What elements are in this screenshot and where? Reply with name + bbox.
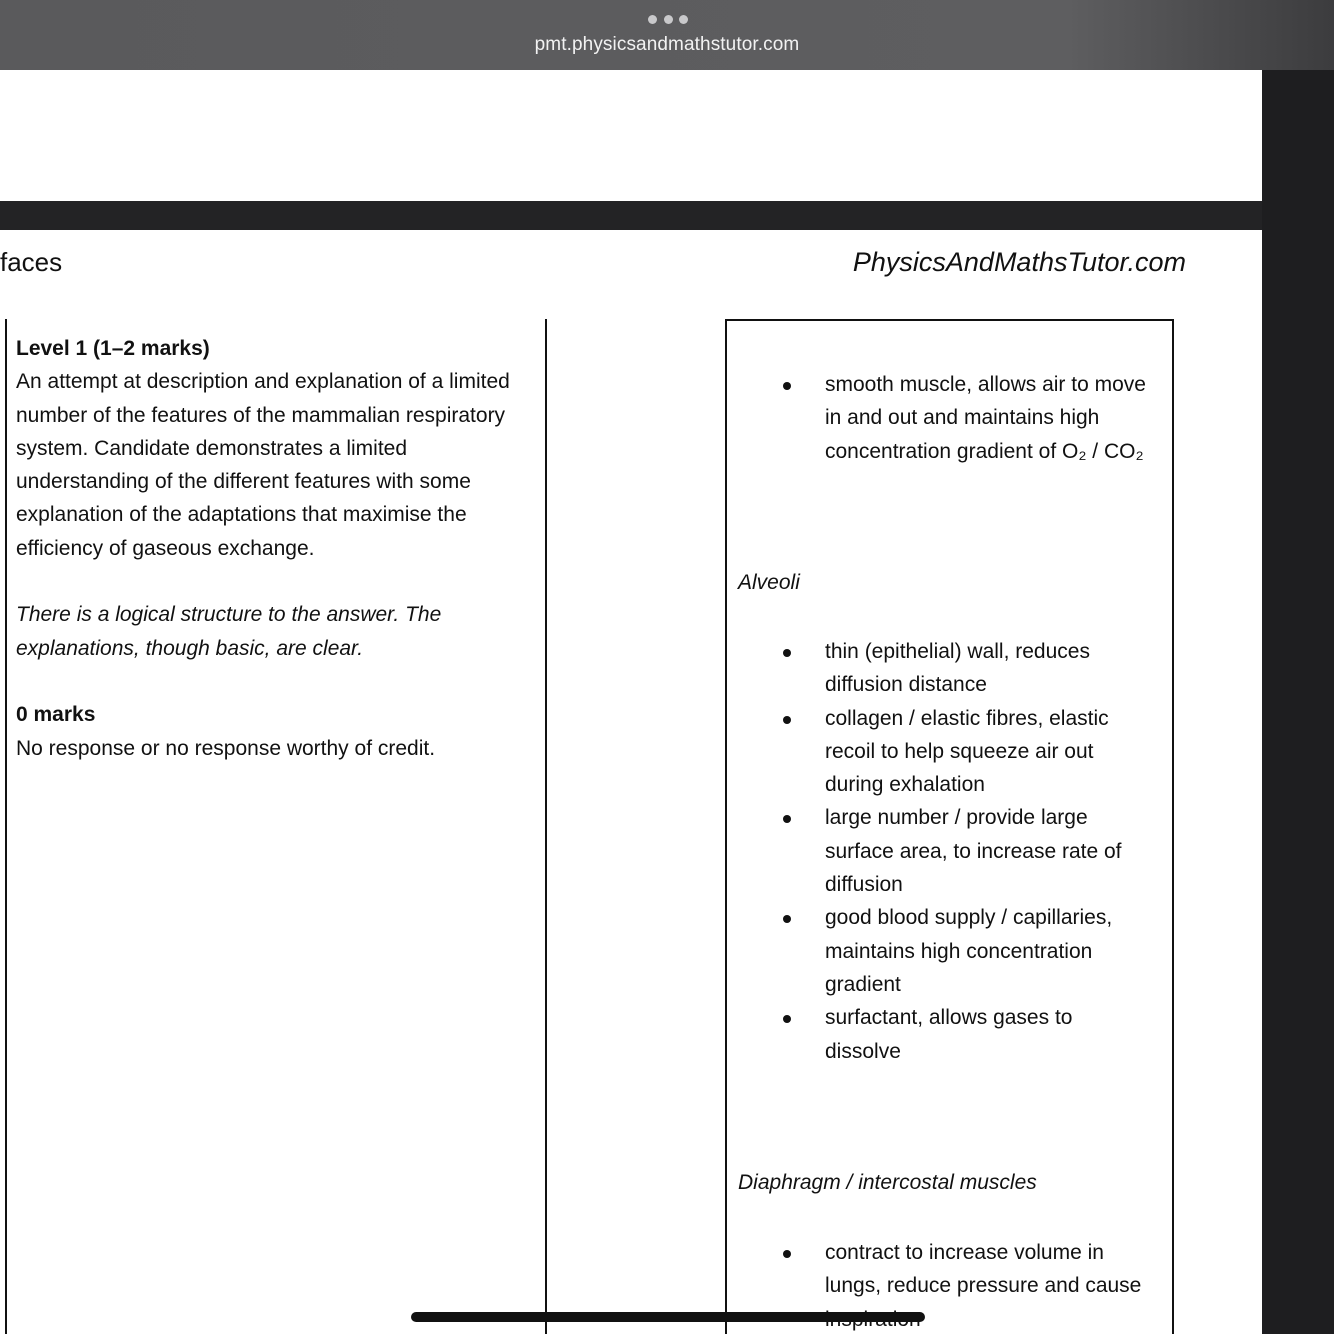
bullet-icon bbox=[783, 1015, 791, 1023]
list-item bbox=[727, 1001, 1172, 1068]
level1-italic-line: There is a logical structure to the answer. The bbox=[16, 603, 442, 627]
list-item-line: recoil to help squeeze air out bbox=[825, 739, 1094, 763]
zero-marks-heading: 0 marks bbox=[16, 703, 96, 727]
level-descriptor-column bbox=[16, 332, 544, 765]
list-item-line: gradient bbox=[825, 972, 901, 996]
spacer bbox=[16, 665, 544, 698]
alveoli-points-list bbox=[727, 635, 1172, 1068]
bullet-icon bbox=[783, 815, 791, 823]
level1-text-line: understanding of the different features with some bbox=[16, 470, 471, 494]
list-item bbox=[727, 901, 1172, 1001]
page-separator bbox=[0, 201, 1262, 230]
list-item-line: maintains high concentration bbox=[825, 939, 1093, 963]
list-item-line: concentration gradient of O₂ / CO₂ bbox=[825, 439, 1144, 463]
list-item bbox=[727, 801, 1172, 901]
bullet-icon bbox=[783, 716, 791, 724]
table-border-left bbox=[5, 319, 7, 1334]
indicative-content-box bbox=[725, 319, 1174, 1334]
bullet-icon bbox=[783, 1250, 791, 1258]
browser-toolbar bbox=[0, 0, 1334, 70]
list-item-line: in and out and maintains high bbox=[825, 406, 1100, 430]
url-address-bar[interactable]: pmt.physicsandmathstutor.com bbox=[534, 34, 800, 55]
list-item-line: thin (epithelial) wall, reduces bbox=[825, 640, 1090, 663]
previous-page-bottom bbox=[0, 70, 1262, 201]
list-item-line: contract to increase volume in bbox=[825, 1241, 1104, 1264]
list-item-line: surface area, to increase rate of bbox=[825, 839, 1122, 863]
list-item-line: diffusion bbox=[825, 873, 903, 897]
dot bbox=[679, 15, 688, 24]
list-item-line: lungs, reduce pressure and cause bbox=[825, 1274, 1142, 1298]
level1-text-line: explanation of the adaptations that maximise the bbox=[16, 503, 467, 527]
list-item-line: surfactant, allows gases to bbox=[825, 1006, 1073, 1030]
bullet-icon bbox=[783, 915, 791, 923]
list-item bbox=[727, 635, 1172, 702]
level1-text-line: efficiency of gaseous exchange. bbox=[16, 536, 315, 560]
bullet-icon bbox=[783, 649, 791, 657]
home-indicator-bar[interactable] bbox=[411, 1312, 925, 1322]
diaphragm-heading: Diaphragm / intercostal muscles bbox=[738, 1171, 1037, 1194]
list-item bbox=[727, 368, 1172, 468]
page-header-title: faces bbox=[0, 247, 63, 277]
table-border-middle bbox=[545, 319, 547, 1334]
dot bbox=[648, 15, 657, 24]
level1-italic-line: explanations, though basic, are clear. bbox=[16, 636, 364, 660]
level1-heading: Level 1 (1–2 marks) bbox=[16, 337, 210, 360]
more-dots-icon[interactable] bbox=[648, 13, 688, 25]
page-header-brand: PhysicsAndMathsTutor.com bbox=[852, 247, 1186, 277]
alveoli-heading: Alveoli bbox=[738, 571, 800, 594]
viewport-dark-margin bbox=[1262, 70, 1334, 1334]
list-item-line: collagen / elastic fibres, elastic bbox=[825, 706, 1109, 730]
level1-text-line: system. Candidate demonstrates a limited bbox=[16, 436, 408, 460]
document-page[interactable] bbox=[0, 230, 1262, 1334]
zero-marks-text: No response or no response worthy of credit. bbox=[16, 736, 436, 760]
list-item-line: good blood supply / capillaries, bbox=[825, 906, 1113, 930]
level1-text-line: An attempt at description and explanation of a limited bbox=[16, 370, 510, 394]
bullet-icon bbox=[783, 382, 791, 390]
bronchi-points-list bbox=[727, 368, 1172, 468]
list-item-line: smooth muscle, allows air to move bbox=[825, 373, 1146, 396]
list-item-line: dissolve bbox=[825, 1039, 901, 1063]
list-item-line: large number / provide large bbox=[825, 806, 1088, 830]
spacer bbox=[16, 565, 544, 598]
level1-text-line: number of the features of the mammalian respiratory bbox=[16, 403, 506, 427]
list-item bbox=[727, 702, 1172, 802]
list-item-line: during exhalation bbox=[825, 773, 985, 797]
dot bbox=[664, 15, 673, 24]
list-item-line: diffusion distance bbox=[825, 673, 987, 697]
